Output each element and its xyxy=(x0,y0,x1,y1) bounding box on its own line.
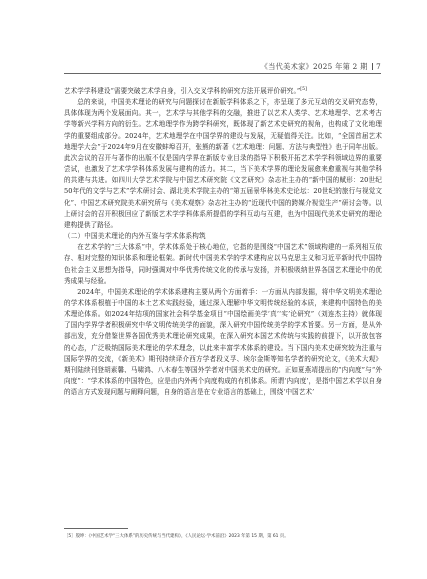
article-body xyxy=(64,86,382,398)
citation-ref: [5] xyxy=(300,87,307,92)
section-subheading: （二）中国美术理论的内外互鉴与学术体系构筑 xyxy=(64,232,206,241)
header-separator xyxy=(372,63,373,70)
paragraph: 总的来说，中国美术理论的研究与问题探讨在新版学科体系之下，亦呈现了多元互动的交叉研究态势，具体体现为两个发展面向。其一，艺术学与其他学科的交融，推进了以艺术人类学、艺术地理学、艺术考古学等新兴学科方向的衍生。艺术地理学作为跨学科研究，既体现了新艺术史研究的视角，也构成了文化地理学的重要组成部分。2024年，艺术地理学在中国学界的建设与发展，无疑值得关注。比如，“全国首届艺术地理学大会”于2024年9月在安徽蚌埠召开，张熊的新著《艺术地理：问题、方法与典型性》也于同年出版。此次会议的召开与著作的出版不仅是国内学界在新版专业目录的指导下积极开拓艺术学学科领域边界的重要尝试，也激发了艺术学学科体系发展与建构的活力。其二，当下美术学界的理论发展愈来愈重视与其他学科的共建与共进。如四川大学艺术学院与中国艺术研究院《文艺研究》杂志社主办的“新中国的赋形：20世纪50年代的文学与艺术”学术研讨会、湖北美术学院主办的“第五届景华林美术史论坛：20世纪的旅行与视觉文化”、中国艺术研究院美术研究所与《美术观察》杂志社主办的“近现代中国的跨媒介视觉生产”研讨会等。以上研讨会的召开积极回应了新版艺术学学科体系所提倡的学科互动与互建，也为中国现代美术史研究的理论建构提供了路径。 xyxy=(64,98,382,229)
footnote-rule xyxy=(64,528,128,529)
paragraph-continued xyxy=(64,86,382,97)
paragraph: 2024年，中国美术理论的学术体系建构主要从两个方面着手：一方面从内部发掘，将中华文明美术理论的学术体系根植于中国的本土艺术实践经验，通过深入理解中华文明传统经验的本质，来建构中国特色的美术理论体系。如2024年结项的国家社会科学基金项目“中国绘画美学‘真’‘实’论研究”（刘连杰主持）就体现了国内学界学者积极研究中华文明传统美学的面貌，深入研究中国传统美学的学术旨要。另一方面，是从外部出发，充分借鉴世界各国优秀美术理论研究成果，在深入研究本国艺术传统与实践的前提下，以开放包容的心态，广泛吸纳国际美术理论的学术理念，以此来丰富学术体系的建设。当下国内美术史研究较为注重与国际学界的交流，《新美术》期刊持续译介西方学者段义孚、埃尔金斯等知名学者的研究论文，《美术大观》期刊陆续刊登胡素馨、马啸鸿、八木春生等国外学者对中国美术史的研究。正如夏燕靖提出的“内向度”与“外向度”：“学术体系的中国特色，应是由内外两个向度构成的有机体系。所谓‘内向度’，是指中国艺术学以自身的语言方式发现问题与阐释问题，自身的语言是在专业语言的基础上，围绕‘中国艺术’ xyxy=(64,287,382,397)
footnote: ［5］殷坤：《中国艺术学“三大体系”的历史传统与当代建构》，《人民论坛·学术前沿》2023 年第 15 期，第 61 页。 xyxy=(64,534,289,539)
running-header xyxy=(261,62,381,72)
page-number: 7 xyxy=(376,62,381,71)
header-rule xyxy=(64,73,381,74)
paragraph: 在艺术学的“三大体系”中，学术体系处于核心地位，它指的是围绕“中国艺术”领域构建的一系列相互依存、相对完整的知识体系和理论框架。新时代中国美术学的学术建构应以马克思主义和习近平新时代中国特色社会主义思想为指导，同时强调对中华优秀传统文化的传承与发扬，并积极吸纳世界各国艺术理论中的优秀成果与经验。 xyxy=(64,243,382,285)
paragraph-text: 艺术学学科建设“需要突破艺术学自身，引入交叉学科的研究方法开展评价研究。” xyxy=(64,87,301,95)
journal-issue-label: 《当代美术家》2025 年第 2 期 xyxy=(260,62,368,71)
